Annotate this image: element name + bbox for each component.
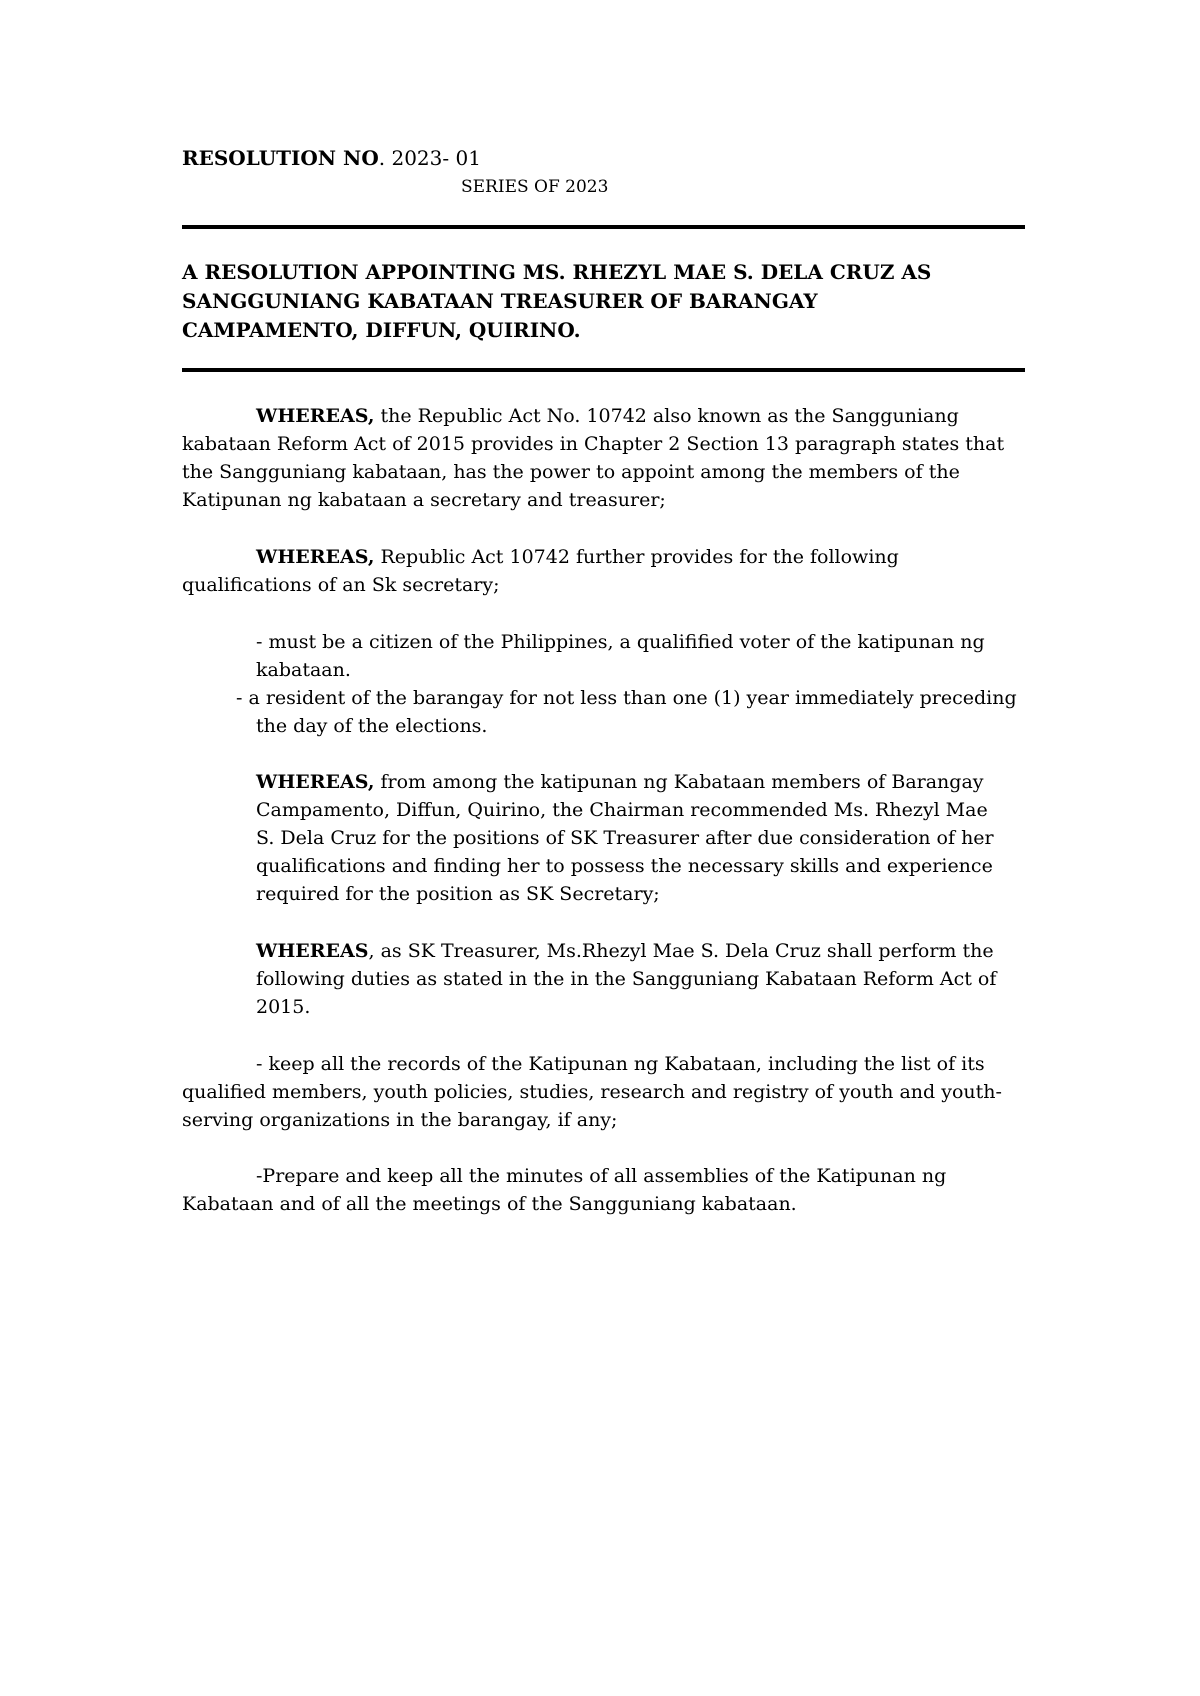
whereas-1-line-2: kabataan Reform Act of 2015 provides in Chapter 2 Section 13 paragraph states that (182, 433, 1005, 455)
whereas-3-line-4: qualifications and finding her to possess the necessary skills and experience (256, 855, 993, 877)
resolution-number: . 2023- 01 (378, 146, 481, 170)
duty-1-line-1: - keep all the records of the Katipunan ng Kabataan, including the list of its (256, 1053, 985, 1075)
resolution-label: RESOLUTION NO (182, 146, 379, 170)
whereas-4-line-3: 2015. (256, 996, 311, 1018)
whereas-4-lead: WHEREAS (256, 940, 369, 962)
qualification-1-line-1: - must be a citizen of the Philippines, a qualifified voter of the katipunan ng (256, 631, 985, 653)
qualification-1-line-2: kabataan. (256, 659, 351, 681)
bottom-divider (182, 368, 1025, 372)
duty-1-line-2: qualified members, youth policies, studies, research and registry of youth and youth- (182, 1081, 1002, 1103)
whereas-4-line-1: WHEREAS, as SK Treasurer, Ms.Rhezyl Mae S. Dela Cruz shall perform the (256, 940, 994, 962)
whereas-3-line-3: S. Dela Cruz for the positions of SK Treasurer after due consideration of her (256, 827, 994, 849)
title-line-2: SANGGUNIANG KABATAAN TREASURER OF BARANGAY (182, 289, 818, 313)
whereas-1-lead: WHEREAS, (256, 405, 375, 427)
duty-2-line-2: Kabataan and of all the meetings of the Sangguniang kabataan. (182, 1193, 797, 1215)
title-line-3: CAMPAMENTO, DIFFUN, QUIRINO. (182, 318, 581, 342)
whereas-3-line-5: required for the position as SK Secretary; (256, 883, 660, 905)
duty-2-line-1: -Prepare and keep all the minutes of all assemblies of the Katipunan ng (256, 1165, 947, 1187)
qualification-2-line-2: the day of the elections. (256, 715, 488, 737)
whereas-3-line-1: WHEREAS, from among the katipunan ng Kabataan members of Barangay (256, 771, 984, 793)
whereas-1-line-4: Katipunan ng kabataan a secretary and treasurer; (182, 489, 666, 511)
whereas-1-line-1: WHEREAS, the Republic Act No. 10742 also known as the Sangguniang (256, 405, 959, 427)
whereas-2-lead: WHEREAS, (256, 546, 375, 568)
whereas-2-line-2: qualifications of an Sk secretary; (182, 574, 500, 596)
qualification-2-line-1: - a resident of the barangay for not less than one (1) year immediately preceding (236, 687, 1017, 709)
whereas-3-lead: WHEREAS, (256, 771, 375, 793)
whereas-1-line-3: the Sangguniang kabataan, has the power to appoint among the members of the (182, 461, 960, 483)
whereas-3-line-2: Campamento, Diffun, Quirino, the Chairman recommended Ms. Rhezyl Mae (256, 799, 988, 821)
whereas-2-line-1: WHEREAS, Republic Act 10742 further provides for the following (256, 546, 899, 568)
whereas-4-line-2: following duties as stated in the in the Sangguniang Kabataan Reform Act of (256, 968, 997, 990)
series-line: SERIES OF 2023 (461, 177, 609, 197)
top-divider (182, 225, 1025, 229)
duty-1-line-3: serving organizations in the barangay, if any; (182, 1109, 618, 1131)
title-line-1: A RESOLUTION APPOINTING MS. RHEZYL MAE S. DELA CRUZ AS (182, 260, 932, 284)
resolution-title (182, 258, 1025, 345)
resolution-number-line (182, 146, 481, 170)
